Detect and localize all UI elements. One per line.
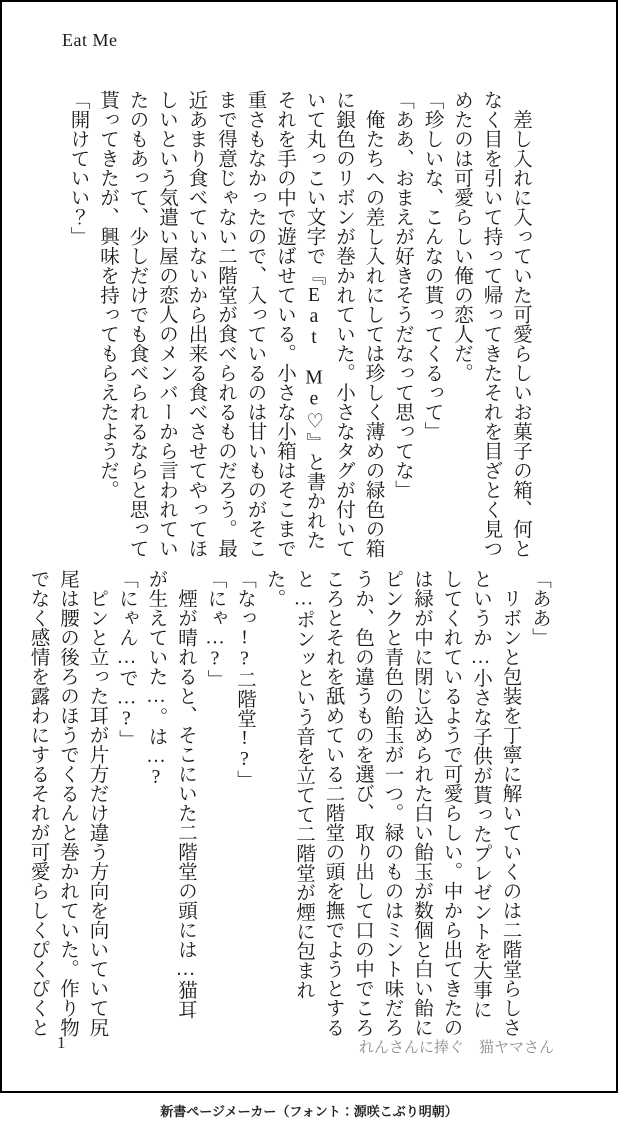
paragraph: 「ああ、おまえが好きそうだなって思ってな」 — [392, 90, 413, 500]
paragraph: リボンと包装を丁寧に解いていくのは二階堂らしさというか…小さな子供が貰ったプレゼントを大事にしてくれているようで可愛らしい。中から出てきたのは緑が中に閉じ込められた白い飴玉が数個と白い飴にピンクと青色の飴玉が一つ。緑のものはミント味だろうか、色の違うものを選び、取り出して口の中でころころとそれを舐めている二階堂の頭を撫でようとすると…ポンッという音を立てて二階堂が煙に包まれた。 — [263, 569, 521, 1037]
paragraph: 「珍しいな、こんなの貰ってくるって」 — [421, 90, 443, 441]
paragraph: 「なっ!?二階堂!?」 — [234, 569, 255, 790]
paragraph: 「開けていい？」 — [67, 90, 89, 246]
paragraph: 「にゃ…?」 — [204, 569, 226, 689]
paragraph: ピンと立った耳が片方だけ違う方向を向いていて尻尾は腰の後ろのほうでくるんと巻かれていた。作り物でなく感情を露わにするそれが可愛らしくぴくぴくと — [27, 569, 108, 1037]
page-title: Eat Me — [62, 30, 118, 50]
dedication-credit: れんさんに捧ぐ 猫ヤマさん — [358, 1040, 554, 1056]
paragraph: 煙が晴れると、そこにいた二階堂の頭には…猫耳が生えていた…。は…? — [145, 569, 196, 1019]
text-block-bottom — [23, 569, 554, 1038]
text-block-top — [63, 90, 535, 559]
page-number: 1 — [57, 1033, 66, 1052]
paragraph: 「ああ」 — [529, 569, 550, 647]
paragraph: 「にゃん…で…?」 — [116, 569, 137, 749]
generator-caption: 新書ページメーカー（フォント：源咲こぶり明朝） — [160, 1104, 458, 1119]
paragraph: 俺たちへの差し入れにしては珍しく薄めの緑色の箱に銀色のリボンが巻かれていた。小さなタグが付いていて丸っこい文字で『Eat Me♡』と書かれたそれを手の中で遊ばせている。小さな小箱はそこまで重さもなかったので、入っているのは甘いものがそこまで得意じゃない二階堂が食べられるものだろう。最近あまり食べていないから出来る食べさせてやってほしいという気遣い屋の恋人のメンバーから言われていたのもあって、少しだけでも食べられるならと思って貰ってきたが、興味を持ってもらえたようだ。 — [97, 90, 384, 558]
paragraph: 差し入れに入っていた可愛らしいお菓子の箱、何となく目を引いて持って帰ってきたそれを目ざとく見つめたのは可愛らしい俺の恋人だ。 — [451, 90, 531, 558]
